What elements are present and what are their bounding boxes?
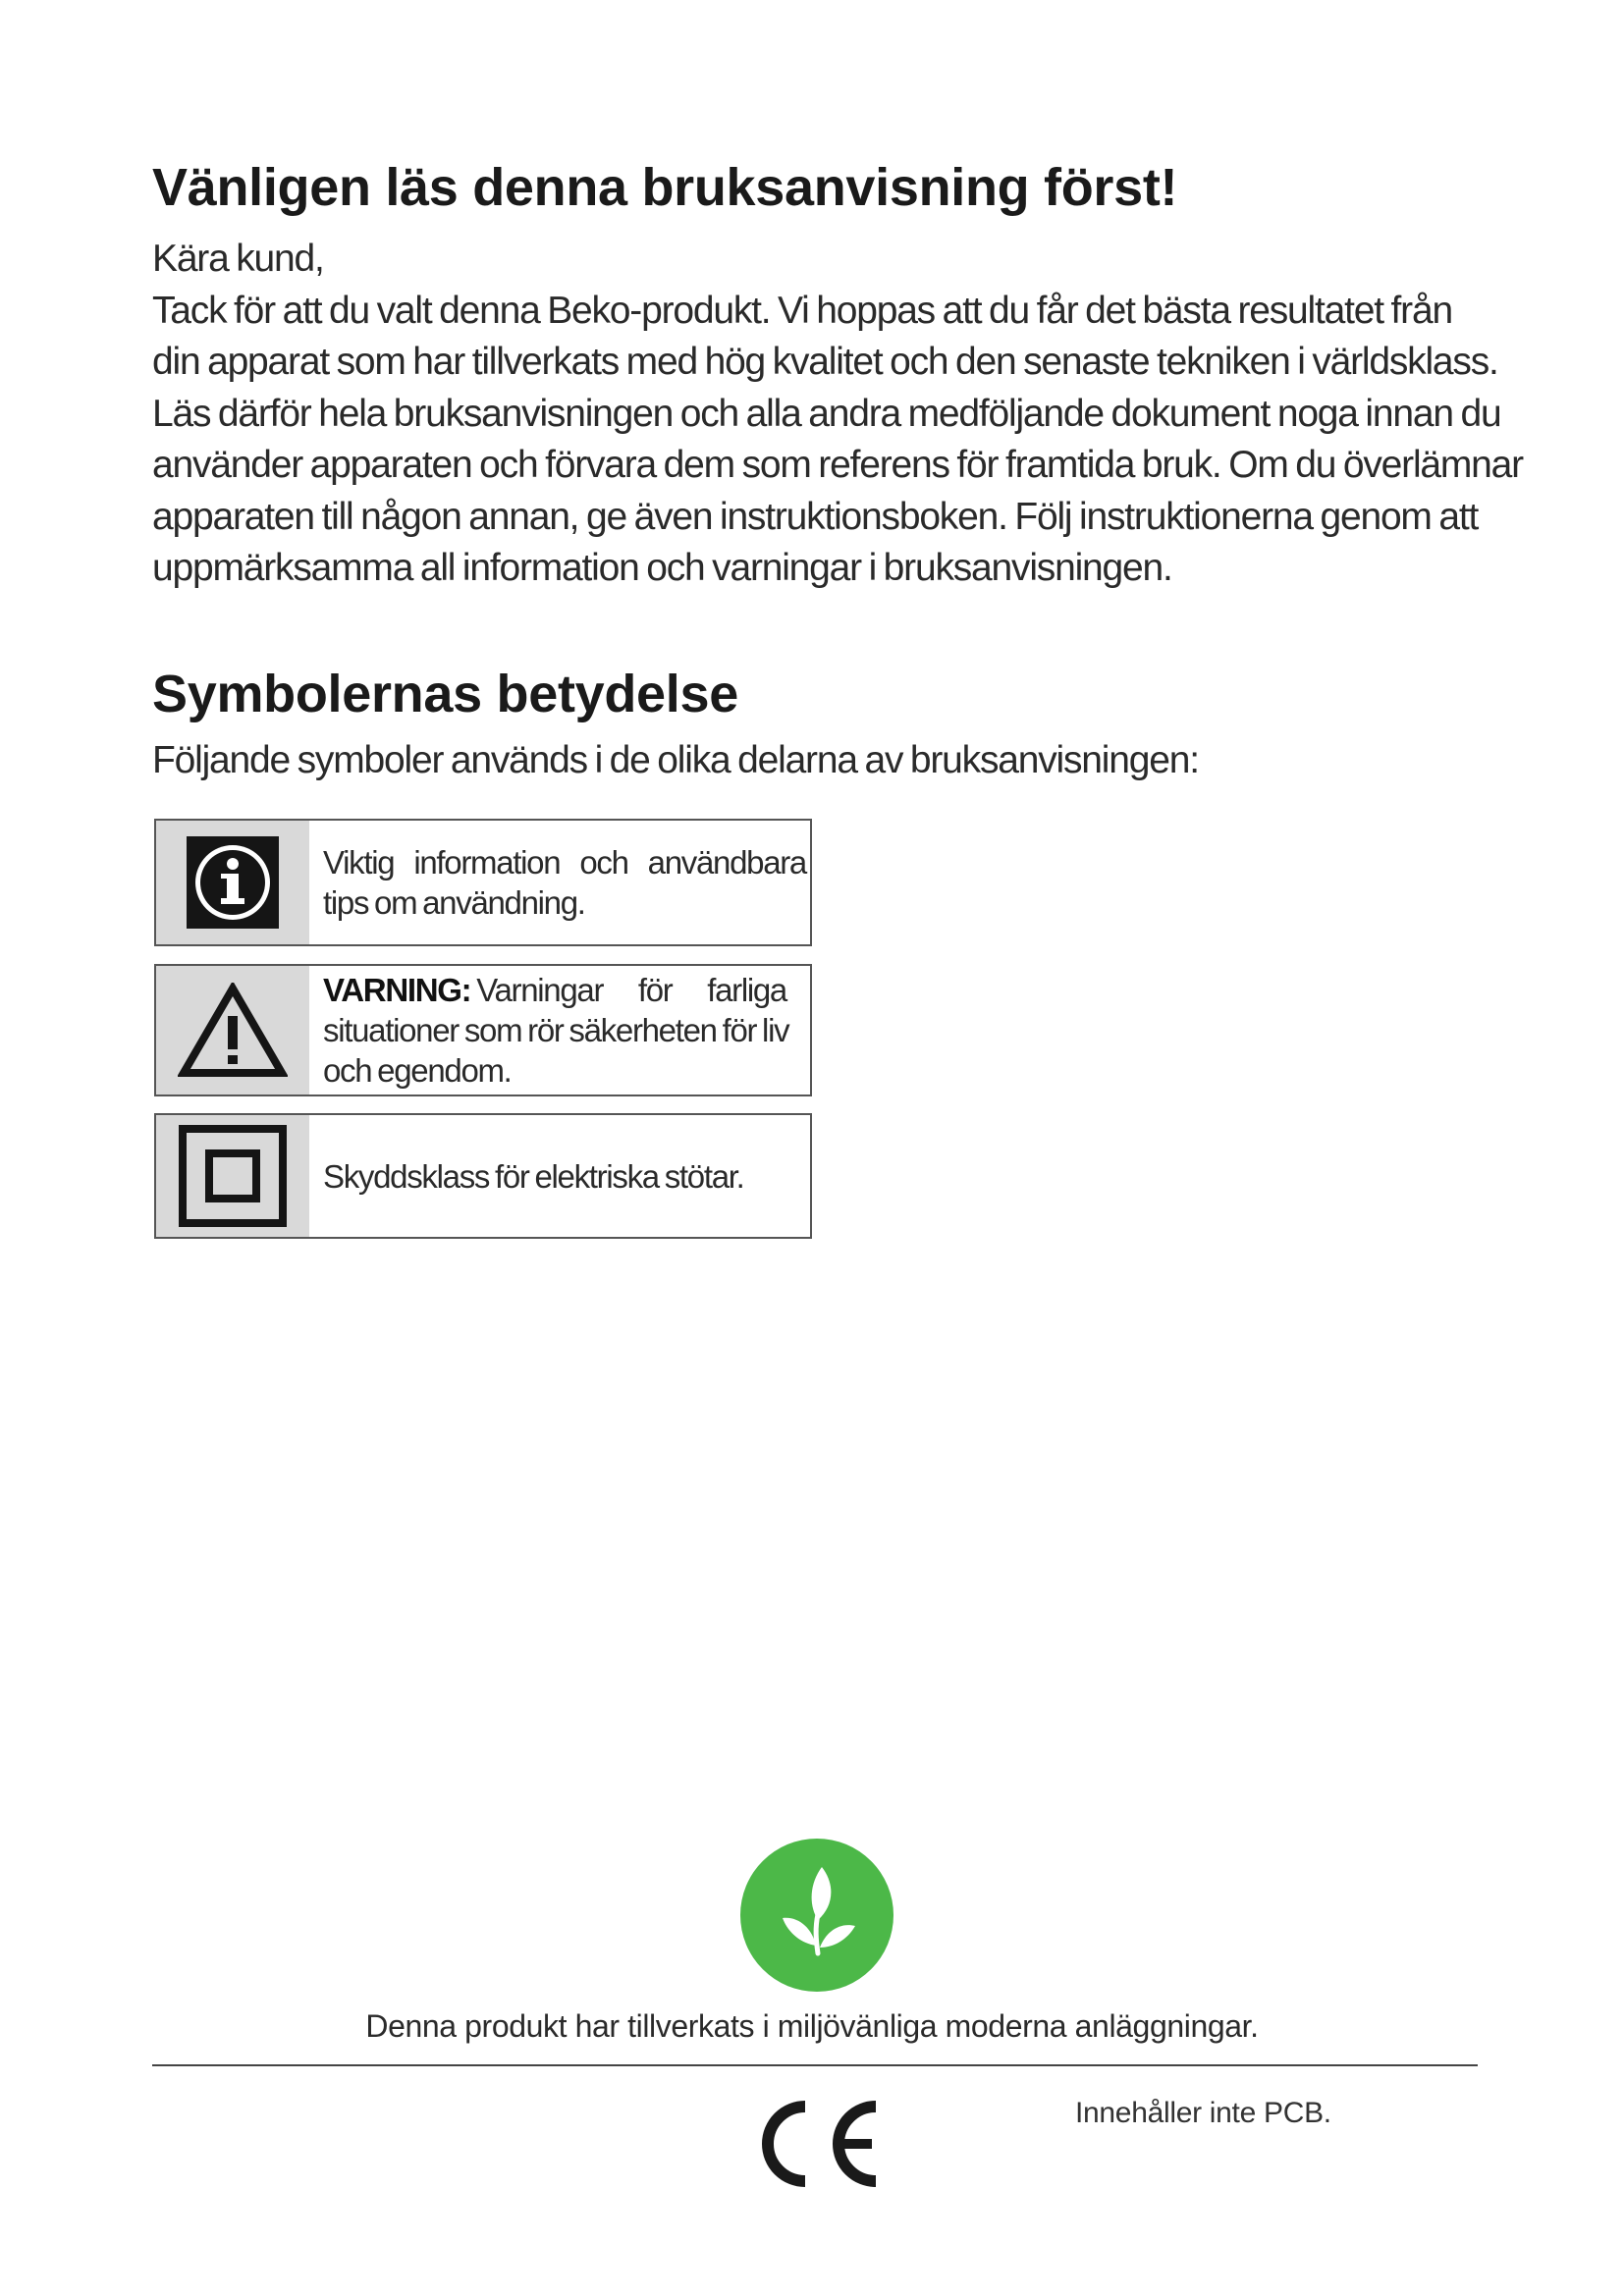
symbol-word: information: [413, 844, 561, 881]
symbol-word: Viktig: [323, 844, 395, 881]
intro-line: Tack för att du valt denna Beko-produkt. Vi hoppas att du får det bästa resultatet från: [152, 289, 1452, 332]
divider: [152, 2064, 1478, 2066]
symbol-row-protection-class: [154, 1113, 812, 1239]
symbols-intro: Följande symboler används i de olika delarna av bruksanvisningen:: [152, 739, 1199, 781]
double-insulation-icon: [156, 1115, 309, 1237]
symbol-description: [309, 966, 810, 1095]
intro-line: använder apparaten och förvara dem som referens för framtida bruk. Om du överlämnar: [152, 444, 1523, 486]
symbol-row-warning: [154, 964, 812, 1096]
info-icon: [156, 821, 309, 944]
ce-mark-icon: [748, 2097, 886, 2191]
warning-label: VARNING:: [323, 972, 471, 1008]
symbol-word: farliga: [707, 972, 786, 1008]
symbol-description: [309, 821, 810, 944]
intro-line: uppmärksamma all information och varningar i bruksanvisningen.: [152, 547, 1172, 589]
symbol-line: tips om användning.: [323, 884, 585, 921]
symbol-row-info: [154, 819, 812, 946]
symbol-word: användbara: [647, 844, 806, 881]
warning-icon: [156, 966, 309, 1095]
intro-line: Kära kund,: [152, 238, 324, 280]
intro-line: Läs därför hela bruksanvisningen och alla andra medföljande dokument noga innan du: [152, 392, 1501, 435]
eco-statement: Denna produkt har tillverkats i miljövänliga moderna anläggningar.: [365, 2008, 1259, 2044]
pcb-statement: Innehåller inte PCB.: [1075, 2097, 1331, 2129]
page-title: Vänligen läs denna bruksanvisning först!: [152, 158, 1178, 217]
intro-line: apparaten till någon annan, ge även instruktionsboken. Följ instruktionerna genom att: [152, 495, 1479, 538]
intro-line: din apparat som har tillverkats med hög kvalitet och den senaste tekniken i världsklass.: [152, 341, 1498, 383]
intro-text: [152, 234, 1523, 595]
leaf-icon: [739, 1838, 894, 1993]
symbol-line: Skyddsklass för elektriska stötar.: [323, 1157, 744, 1195]
symbol-word: Varningar: [476, 972, 604, 1008]
symbol-line: och egendom.: [323, 1052, 512, 1089]
symbols-heading: Symbolernas betydelse: [152, 665, 738, 723]
symbol-word: för: [637, 972, 673, 1008]
symbol-description: [309, 1115, 810, 1237]
symbol-line: situationer som rör säkerheten för liv: [323, 1012, 789, 1048]
symbol-word: och: [579, 844, 628, 881]
